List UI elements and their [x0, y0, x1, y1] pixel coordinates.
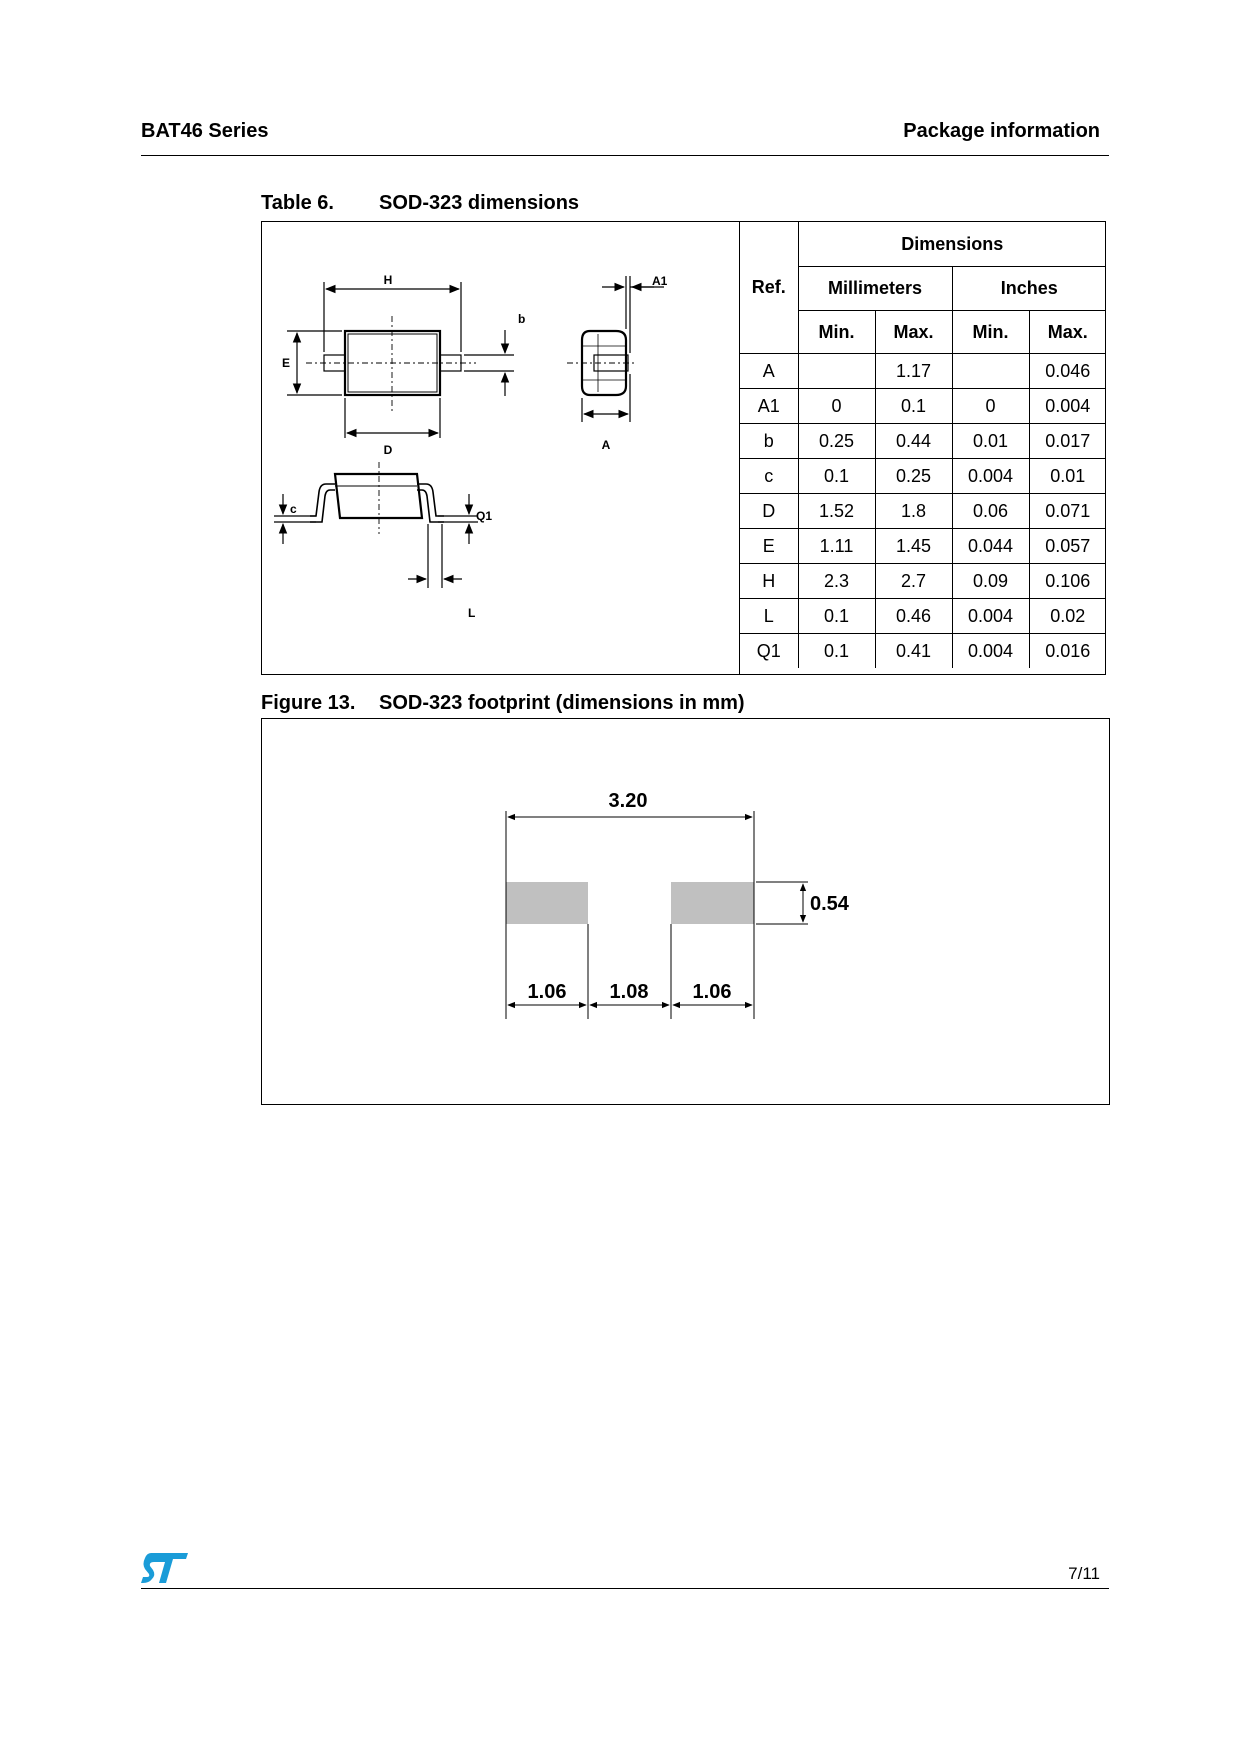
table-row — [740, 634, 1106, 669]
cell-in-max: 0.01 — [1029, 459, 1106, 494]
st-logo — [141, 1552, 189, 1584]
table-row — [740, 424, 1106, 459]
footprint-gap-width: 1.08 — [609, 981, 649, 1003]
cell-in-max: 0.016 — [1029, 634, 1106, 669]
table-title: SOD-323 dimensions — [379, 192, 580, 214]
cell-mm-max: 1.8 — [875, 494, 952, 529]
cell-ref: D — [740, 494, 798, 529]
package-drawing-area — [262, 222, 740, 674]
cell-in-min: 0.004 — [952, 634, 1029, 669]
cell-mm-min: 0.1 — [798, 459, 875, 494]
table-row — [740, 529, 1106, 564]
footprint-pad-height: 0.54 — [810, 893, 849, 915]
header-rule — [141, 155, 1109, 156]
mm-min-header: Min. — [798, 311, 875, 354]
cell-mm-min: 2.3 — [798, 564, 875, 599]
footprint-drawing — [262, 719, 1109, 1104]
cell-in-min: 0.06 — [952, 494, 1029, 529]
footprint-pad-right — [671, 882, 754, 924]
in-max-header: Max. — [1029, 311, 1106, 354]
inches-header: Inches — [952, 267, 1106, 311]
header-series: BAT46 Series — [141, 120, 269, 142]
cell-mm-max: 0.41 — [875, 634, 952, 669]
footprint-total-width: 3.20 — [608, 790, 648, 812]
table-row — [740, 599, 1106, 634]
table-row — [740, 564, 1106, 599]
cell-mm-max: 0.25 — [875, 459, 952, 494]
st-logo-mark — [141, 1553, 188, 1583]
table-number: Table 6. — [261, 192, 334, 214]
cell-mm-min: 1.11 — [798, 529, 875, 564]
cell-mm-min — [798, 354, 875, 389]
cell-mm-min: 0 — [798, 389, 875, 424]
figure-title: SOD-323 footprint (dimensions in mm) — [379, 692, 745, 714]
dim-label-D: D — [383, 443, 393, 457]
cell-in-min — [952, 354, 1029, 389]
ref-header: Ref. — [740, 222, 798, 354]
footprint-pad-left — [506, 882, 588, 924]
cell-mm-min: 0.25 — [798, 424, 875, 459]
header-section: Package information — [903, 120, 1100, 142]
cell-in-max: 0.017 — [1029, 424, 1106, 459]
dim-label-L: L — [468, 606, 476, 620]
dim-label-c: c — [290, 502, 297, 516]
table-row — [740, 389, 1106, 424]
millimeters-header: Millimeters — [798, 267, 952, 311]
front-view — [274, 462, 478, 588]
cell-in-min: 0.004 — [952, 599, 1029, 634]
cell-ref: E — [740, 529, 798, 564]
package-drawing — [262, 222, 739, 674]
dimensions-header: Dimensions — [798, 222, 1106, 267]
cell-ref: H — [740, 564, 798, 599]
cell-mm-max: 0.1 — [875, 389, 952, 424]
figure-number: Figure 13. — [261, 692, 356, 714]
cell-mm-min: 0.1 — [798, 634, 875, 669]
side-view — [567, 276, 664, 422]
cell-mm-max: 1.45 — [875, 529, 952, 564]
cell-in-max: 0.106 — [1029, 564, 1106, 599]
mm-max-header: Max. — [875, 311, 952, 354]
footprint-pad-left-width: 1.06 — [527, 981, 567, 1003]
cell-in-min: 0.09 — [952, 564, 1029, 599]
cell-in-max: 0.057 — [1029, 529, 1106, 564]
table-row — [740, 494, 1106, 529]
cell-mm-min: 0.1 — [798, 599, 875, 634]
footer-rule — [141, 1588, 1109, 1589]
table-row — [740, 354, 1106, 389]
figure-caption — [261, 692, 745, 715]
cell-in-max: 0.004 — [1029, 389, 1106, 424]
cell-ref: c — [740, 459, 798, 494]
dim-label-Q1: Q1 — [476, 509, 493, 523]
dim-label-A: A — [601, 438, 611, 452]
cell-mm-max: 0.46 — [875, 599, 952, 634]
cell-ref: b — [740, 424, 798, 459]
cell-mm-max: 0.44 — [875, 424, 952, 459]
in-min-header: Min. — [952, 311, 1029, 354]
cell-mm-min: 1.52 — [798, 494, 875, 529]
footprint-figure — [261, 718, 1110, 1105]
cell-in-max: 0.046 — [1029, 354, 1106, 389]
page-number: 7/11 — [1068, 1564, 1100, 1583]
cell-ref: L — [740, 599, 798, 634]
cell-ref: A1 — [740, 389, 798, 424]
dim-label-A1: A1 — [652, 274, 668, 288]
dim-label-E: E — [282, 356, 291, 370]
dimensions-table — [740, 222, 1106, 668]
dim-label-H: H — [383, 273, 393, 287]
dimensions-table-frame — [261, 221, 1106, 675]
cell-mm-max: 1.17 — [875, 354, 952, 389]
cell-in-min: 0.004 — [952, 459, 1029, 494]
cell-in-min: 0.01 — [952, 424, 1029, 459]
dim-label-b: b — [518, 312, 526, 326]
cell-in-min: 0 — [952, 389, 1029, 424]
cell-mm-max: 2.7 — [875, 564, 952, 599]
cell-ref: A — [740, 354, 798, 389]
cell-in-max: 0.071 — [1029, 494, 1106, 529]
table-caption — [261, 192, 579, 215]
footprint-pad-right-width: 1.06 — [692, 981, 732, 1003]
cell-ref: Q1 — [740, 634, 798, 669]
table-row — [740, 459, 1106, 494]
top-view — [287, 282, 514, 438]
cell-in-max: 0.02 — [1029, 599, 1106, 634]
cell-in-min: 0.044 — [952, 529, 1029, 564]
